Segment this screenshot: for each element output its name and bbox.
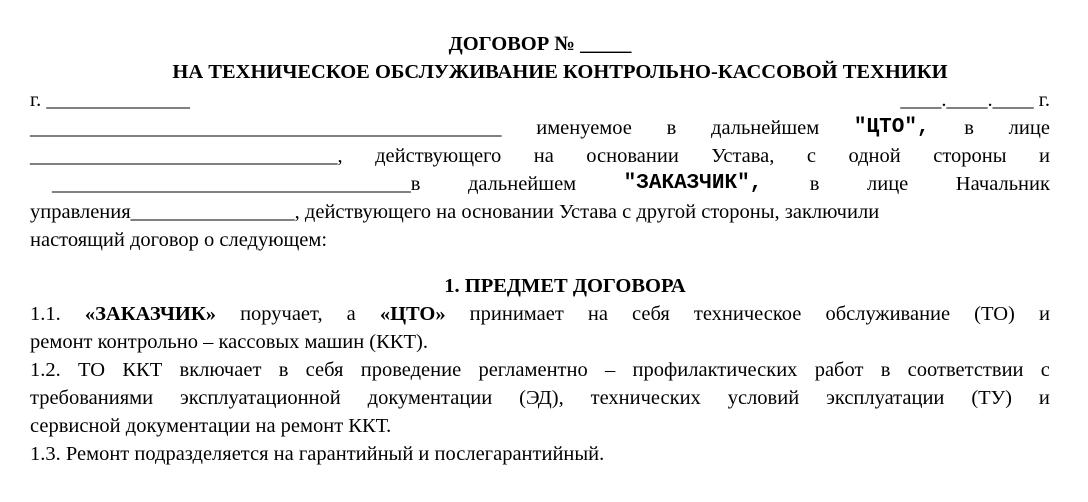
word: эксплуатационной [179,387,341,409]
word: принимает [469,303,564,325]
word: Начальник [955,173,1050,195]
city-field: г. ______________ [30,89,190,111]
word: стороны [933,145,1007,167]
word: Устава, [711,145,775,167]
city-date-line [30,86,1050,114]
word: а [346,303,356,325]
word: техническое [693,303,802,325]
contract-title: ДОГОВОР № _____ [448,33,632,55]
word: именуемое [536,117,632,139]
word: дальнейшем [467,173,577,195]
word: и [1038,303,1050,325]
word: обслуживание [825,303,951,325]
word: работ [814,359,864,381]
word: лице [867,173,909,195]
clause-1-2-line-2 [30,384,1050,412]
word: на [587,303,608,325]
word: в [278,359,289,381]
word: регламентно [478,359,588,381]
date-field: ____.____.____ г. [900,89,1050,111]
word: эксплуатации [826,387,945,409]
preamble-line-4: управления________________, действующего на основании Устава с другой стороны, заключили [30,201,880,223]
word: – [605,359,616,381]
word: технических [590,387,701,409]
clause-number: 1.1. [30,303,61,325]
word: дальнейшем [711,117,820,139]
clause-1-2-line-1 [30,356,1050,384]
word: и [1038,387,1050,409]
word: с [1040,359,1050,381]
contract-subtitle: НА ТЕХНИЧЕСКОЕ ОБСЛУЖИВАНИЕ КОНТРОЛЬНО-КАССОВОЙ ТЕХНИКИ [172,61,948,83]
preamble-line-1 [30,114,1050,142]
word: действующего [375,145,502,167]
cto-term: «ЦТО» [379,303,446,325]
blank-party-name: ______________________________________________ [30,117,502,139]
customer-term: "ЗАКАЗЧИК", [623,172,763,195]
word: в [809,173,820,195]
word: (ТО) [974,303,1015,325]
word: соответствии [907,359,1024,381]
clause-1-2-line-3: сервисной документации на ремонт ККТ. [30,415,392,437]
word: себя [632,303,670,325]
word: с [806,145,816,167]
word: документации [367,387,493,409]
word: (ЭД), [519,387,564,409]
word: в [880,359,891,381]
clause-1-1-line-1 [30,300,1050,328]
word: условий [727,387,800,409]
word: требованиями [30,387,154,409]
customer-term: «ЗАКАЗЧИК» [84,303,216,325]
word: 1.2. [30,359,61,381]
cto-term: "ЦТО", [853,116,930,139]
contract-document [30,30,1050,468]
word: ККТ [122,359,163,381]
word: основании [586,145,679,167]
word: одной [848,145,901,167]
clause-1-3: 1.3. Ремонт подразделяется на гарантийный и послегарантийный. [30,443,605,465]
blank-customer-name: ___________________________________в [52,173,421,195]
word: лице [1008,117,1050,139]
word: проведение [360,359,462,381]
word: поручает, [240,303,323,325]
section-heading: 1. ПРЕДМЕТ ДОГОВОРА [444,275,686,297]
word: в [666,117,677,139]
blank-representative: ______________________________, [30,145,343,167]
word: ТО [78,359,106,381]
preamble-line-3 [30,170,1050,198]
word: и [1039,145,1050,167]
word: (ТУ) [971,387,1013,409]
word: на [533,145,554,167]
word: себя [305,359,344,381]
preamble-line-5: настоящий договор о следующем: [30,229,328,251]
clause-1-1-line-2: ремонт контрольно – кассовых машин (ККТ). [30,331,428,353]
word: включает [179,359,262,381]
word: профилактических [632,359,798,381]
word: в [964,117,974,139]
preamble-line-2 [30,142,1050,170]
